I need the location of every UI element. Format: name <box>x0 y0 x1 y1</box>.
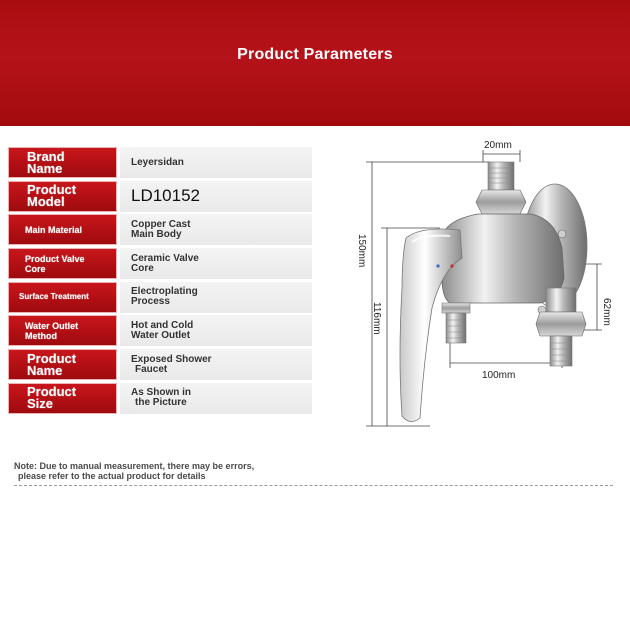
param-value <box>120 181 312 212</box>
note-line: please refer to the actual product for details <box>18 471 206 481</box>
param-row-surface <box>8 281 312 315</box>
page-title: Product Parameters <box>237 46 393 63</box>
param-row-product-name <box>8 348 312 382</box>
dim-center-distance: 100mm <box>482 370 516 381</box>
top-inlet <box>488 162 514 190</box>
param-value-line: Ceramic Valve <box>131 252 199 264</box>
param-value-line: the Picture <box>135 397 187 409</box>
param-label <box>8 214 117 245</box>
param-label-line: Surface Treatment <box>19 292 89 302</box>
param-label-line: Product <box>27 350 77 366</box>
dim-outlet-height: 62mm <box>601 298 612 326</box>
param-label-line: Size <box>27 396 54 412</box>
header-banner <box>0 0 630 126</box>
dashed-divider <box>14 485 613 486</box>
param-label-line: Product <box>27 384 77 400</box>
note-line: Note: Due to manual measurement, there may be errors, <box>14 461 255 471</box>
param-value <box>120 282 312 313</box>
param-label-line: Name <box>27 160 63 176</box>
param-value <box>120 214 312 245</box>
faucet-illustration <box>350 138 620 438</box>
param-value-line: Exposed Shower <box>131 353 212 365</box>
param-label-line: Core <box>25 263 46 274</box>
top-nut <box>476 190 526 214</box>
param-label-line: Name <box>27 362 63 378</box>
param-label-line: Method <box>25 330 57 341</box>
param-label <box>8 147 117 178</box>
param-label-line: Main Material <box>25 224 83 235</box>
param-value-line: As Shown in <box>131 387 191 399</box>
param-row-size <box>8 382 312 416</box>
param-label-line: Brand <box>27 148 65 164</box>
param-label <box>8 282 117 313</box>
param-row-brand <box>8 146 312 180</box>
param-value-line: Faucet <box>135 363 168 375</box>
parameter-table <box>8 146 312 416</box>
param-row-material <box>8 213 312 247</box>
param-value-line: Electroplating <box>131 286 198 298</box>
param-label-line: Water Outlet <box>25 320 79 331</box>
param-value-line: Process <box>131 296 170 308</box>
dim-total-height: 150mm <box>356 234 367 268</box>
param-row-valve-core <box>8 247 312 281</box>
param-label <box>8 315 117 346</box>
measurement-note <box>14 461 614 481</box>
param-value-line: Leyersidan <box>131 156 184 168</box>
left-outlet <box>446 313 466 343</box>
faucet-diagram <box>350 138 620 438</box>
param-value-line: Core <box>131 262 154 274</box>
param-value-line: Main Body <box>131 228 182 240</box>
param-label <box>8 181 117 212</box>
param-value <box>120 383 312 414</box>
param-value <box>120 349 312 380</box>
dim-top-width: 20mm <box>484 140 512 151</box>
param-value-line: Copper Cast <box>131 218 191 230</box>
param-label <box>8 383 117 414</box>
param-value-line: LD10152 <box>131 186 201 206</box>
param-row-model <box>8 180 312 214</box>
right-nut <box>536 312 586 336</box>
param-value <box>120 315 312 346</box>
param-value-line: Water Outlet <box>131 329 191 341</box>
param-label-line: Model <box>27 194 65 210</box>
param-label-line: Product Valve <box>25 253 85 264</box>
param-row-outlet <box>8 314 312 348</box>
param-value <box>120 147 312 178</box>
param-label <box>8 349 117 380</box>
right-outlet <box>550 336 572 366</box>
dim-body-height: 116mm <box>371 302 382 335</box>
param-value-line: Hot and Cold <box>131 319 194 331</box>
param-label <box>8 248 117 279</box>
param-value <box>120 248 312 279</box>
param-label-line: Product <box>27 182 77 198</box>
